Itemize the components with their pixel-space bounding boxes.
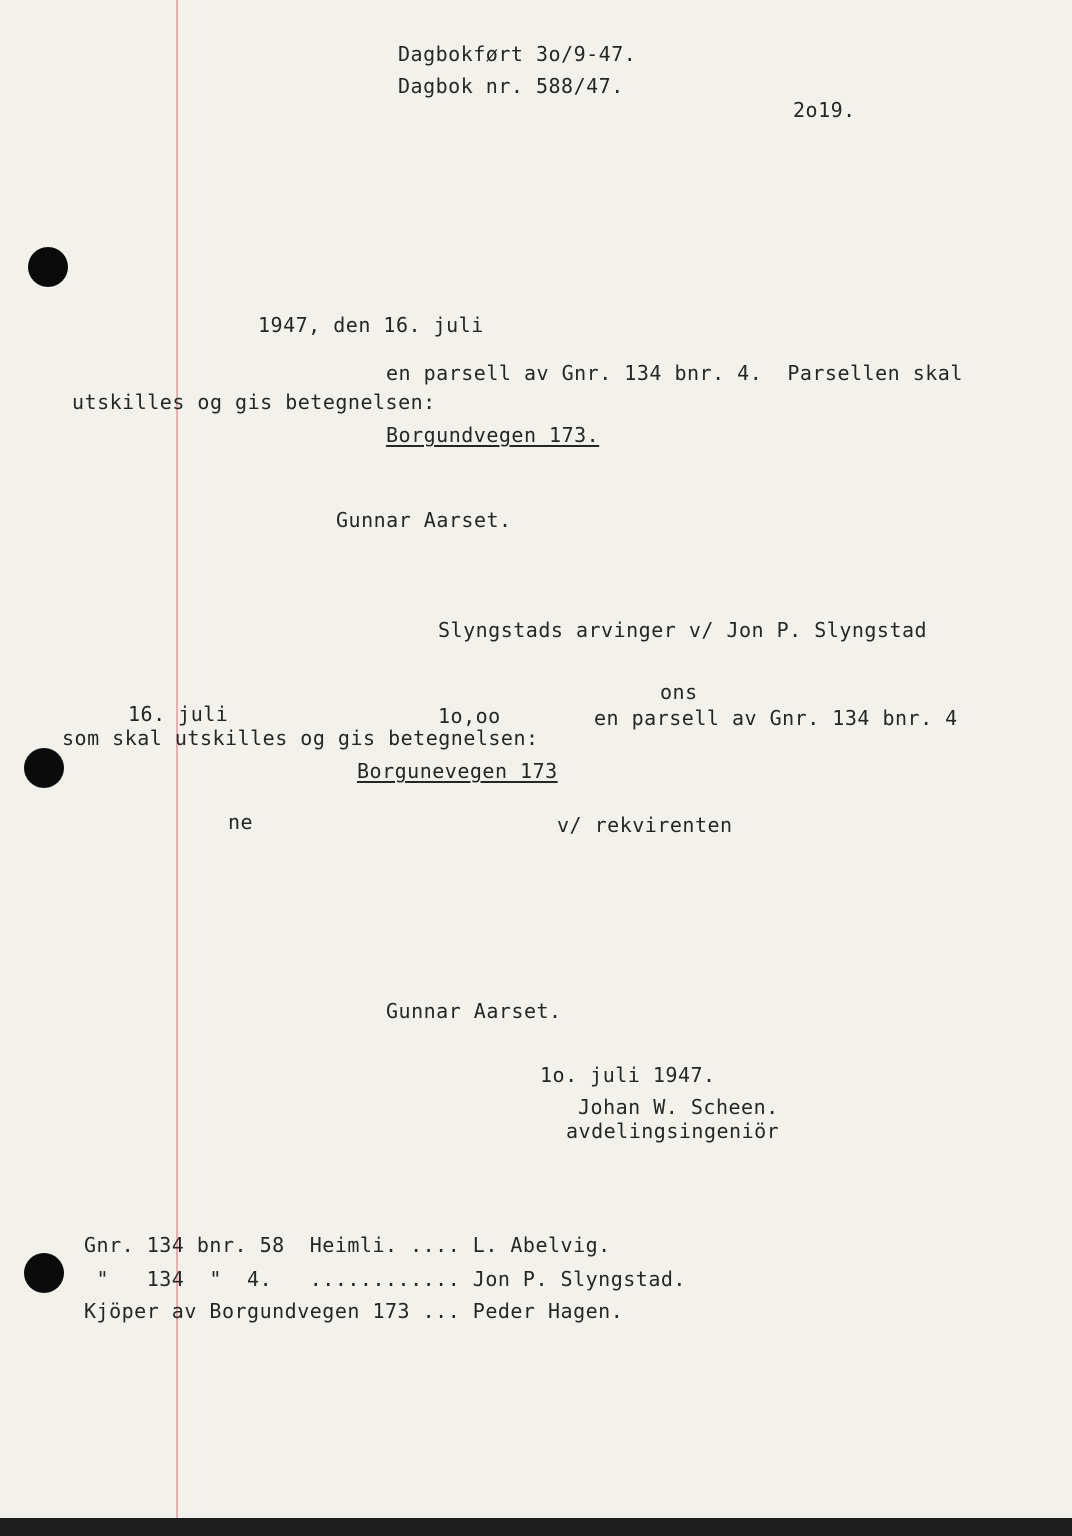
signer-2: Gunnar Aarset. [386,999,562,1023]
punch-hole-top [28,247,68,287]
engineer-name: Johan W. Scheen. [578,1095,779,1119]
party-line-1: Gnr. 134 bnr. 58 Heimli. .... L. Abelvig. [84,1233,611,1257]
meeting-parcel: en parsell av Gnr. 134 bnr. 4 [594,706,958,730]
designation-2: Borgunevegen 173 [357,759,558,783]
representative: v/ rekvirenten [557,813,733,837]
meeting-separation: som skal utskilles og gis betegnelsen: [62,726,539,750]
folio-number: 2o19. [793,98,856,122]
date-line: 1947, den 16. juli [258,313,484,337]
scan-bottom-edge [0,1518,1072,1536]
designation-1: Borgundvegen 173. [386,423,600,447]
party-line-2: " 134 " 4. ............ Jon P. Slyngstad. [84,1267,686,1291]
engineer-title: avdelingsingeniör [566,1119,780,1143]
journal-number: Dagbok nr. 588/47. [398,74,624,98]
punch-hole-middle [24,748,64,788]
parcel-line: en parsell av Gnr. 134 bnr. 4. Parsellen skal [386,361,963,385]
separation-line: utskilles og gis betegnelsen: [72,390,436,414]
signer-1: Gunnar Aarset. [336,508,512,532]
party-line-3: Kjöper av Borgundvegen 173 ... Peder Hagen. [84,1299,624,1323]
ne-text: ne [228,810,254,834]
meeting-time: 1o,oo [438,704,501,728]
punch-hole-bottom [24,1253,64,1293]
meeting-date: 16. juli [128,702,229,726]
weekday: ons [660,680,698,704]
heirs-line: Slyngstads arvinger v/ Jon P. Slyngstad [438,618,928,642]
journal-line: Dagbokført 3o/9-47. [398,42,637,66]
signed-date: 1o. juli 1947. [540,1063,716,1087]
